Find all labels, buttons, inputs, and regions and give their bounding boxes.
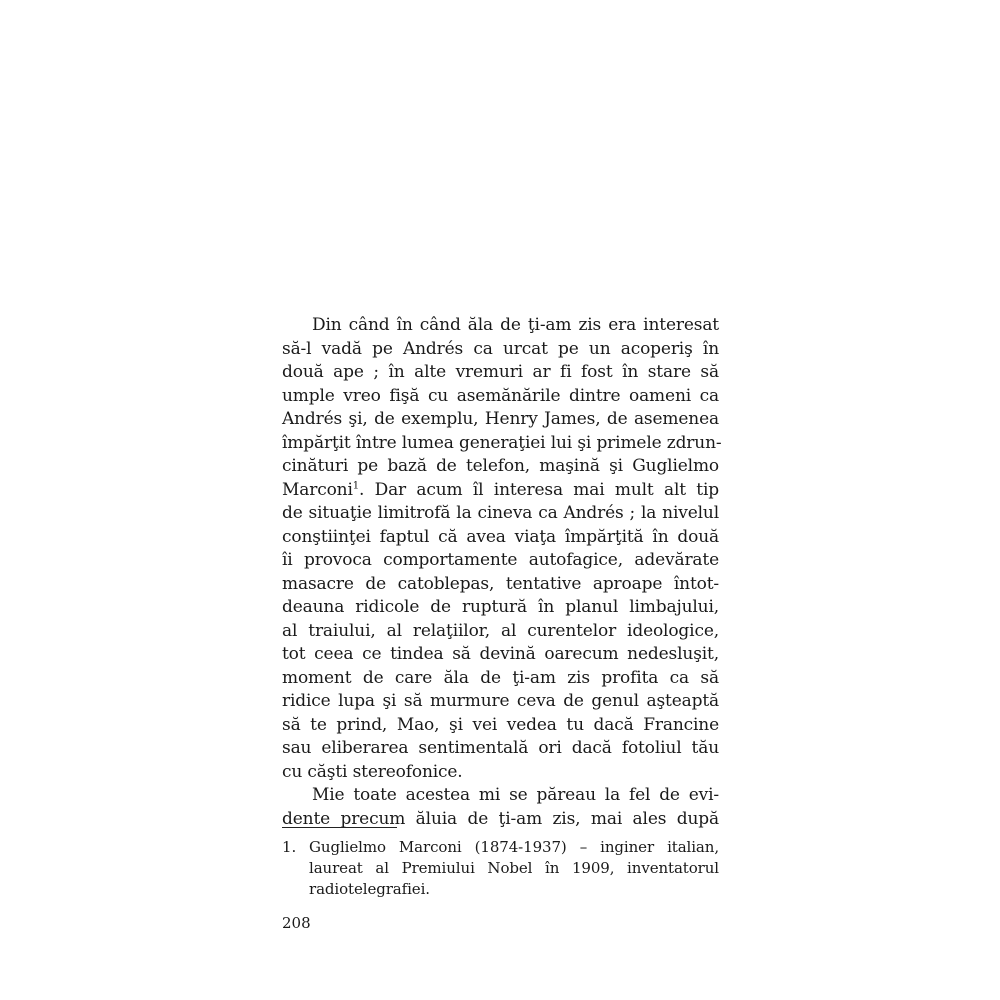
text-line: împărţit între lumea generaţiei lui şi primele zdrun-: [282, 432, 722, 453]
text-line: deauna ridicole de ruptură în planul limbajului,: [282, 597, 719, 617]
text-line: ridice lupa şi să murmure ceva de genul aşteaptă: [282, 691, 719, 711]
text-line-with-footnote: Marconi$^1$. Dar acum îl interesa mai mult alt tip: [282, 479, 719, 500]
text-line: conştiinţei faptul că avea viaţa împărţită în două: [282, 526, 719, 547]
text-line: al traiului, al relaţiilor, al curentelor ideologice,: [282, 620, 719, 641]
text-line: cinături pe bază de telefon, maşină şi Guglielmo: [282, 456, 719, 476]
text-line: moment de care ăla de ţi-am zis profita ca să: [282, 667, 719, 688]
text-line: îi provoca comportamente autofagice, adevărate: [282, 550, 719, 570]
footnote-divider: [282, 827, 397, 828]
footnote-line: radiotelegrafiei.: [309, 880, 430, 898]
text-segment: Dar acum îl interesa mai mult alt tip: [374, 479, 719, 500]
footnote-ref: 1: [352, 479, 359, 491]
text-line: Mie toate acestea mi se păreau la fel de evi-: [312, 785, 719, 805]
text-line: Andrés şi, de exemplu, Henry James, de asemenea: [282, 409, 719, 429]
text-line: tot ceea ce tindea să devină oarecum nedesluşit,: [282, 644, 719, 664]
footnote: [282, 837, 719, 900]
text-line: Din când în când ăla de ţi-am zis era interesat: [312, 315, 719, 335]
text-line: masacre de catoblepas, tentative aproape întot-: [282, 573, 719, 594]
text-segment: Marconi: [282, 479, 353, 500]
body-text: [282, 314, 722, 831]
text-line: să te prind, Mao, şi vei vedea tu dacă Francine: [282, 714, 719, 735]
footnote-text: Guglielmo Marconi (1874-1937) – inginer italian,: [309, 838, 719, 856]
footnote-line: [282, 837, 719, 858]
text-line: dente precum ăluia de ţi-am zis, mai ales după: [282, 808, 719, 829]
text-line: cu căşti stereofonice.: [282, 761, 463, 782]
page-number: 208: [282, 914, 311, 932]
text-line: sau eliberarea sentimentală ori dacă fotoliul tău: [282, 738, 719, 758]
text-line: să-l vadă pe Andrés ca urcat pe un acoperiş în: [282, 338, 719, 359]
footnote-line: laureat al Premiului Nobel în 1909, inventatorul: [309, 859, 719, 877]
footnote-number: 1.: [282, 838, 297, 856]
text-line: de situaţie limitrofă la cineva ca Andrés ; la nivelul: [282, 503, 719, 523]
text-line: două ape ; în alte vremuri ar fi fost în stare să: [282, 362, 719, 382]
text-line: umple vreo fişă cu asemănările dintre oameni ca: [282, 385, 719, 406]
